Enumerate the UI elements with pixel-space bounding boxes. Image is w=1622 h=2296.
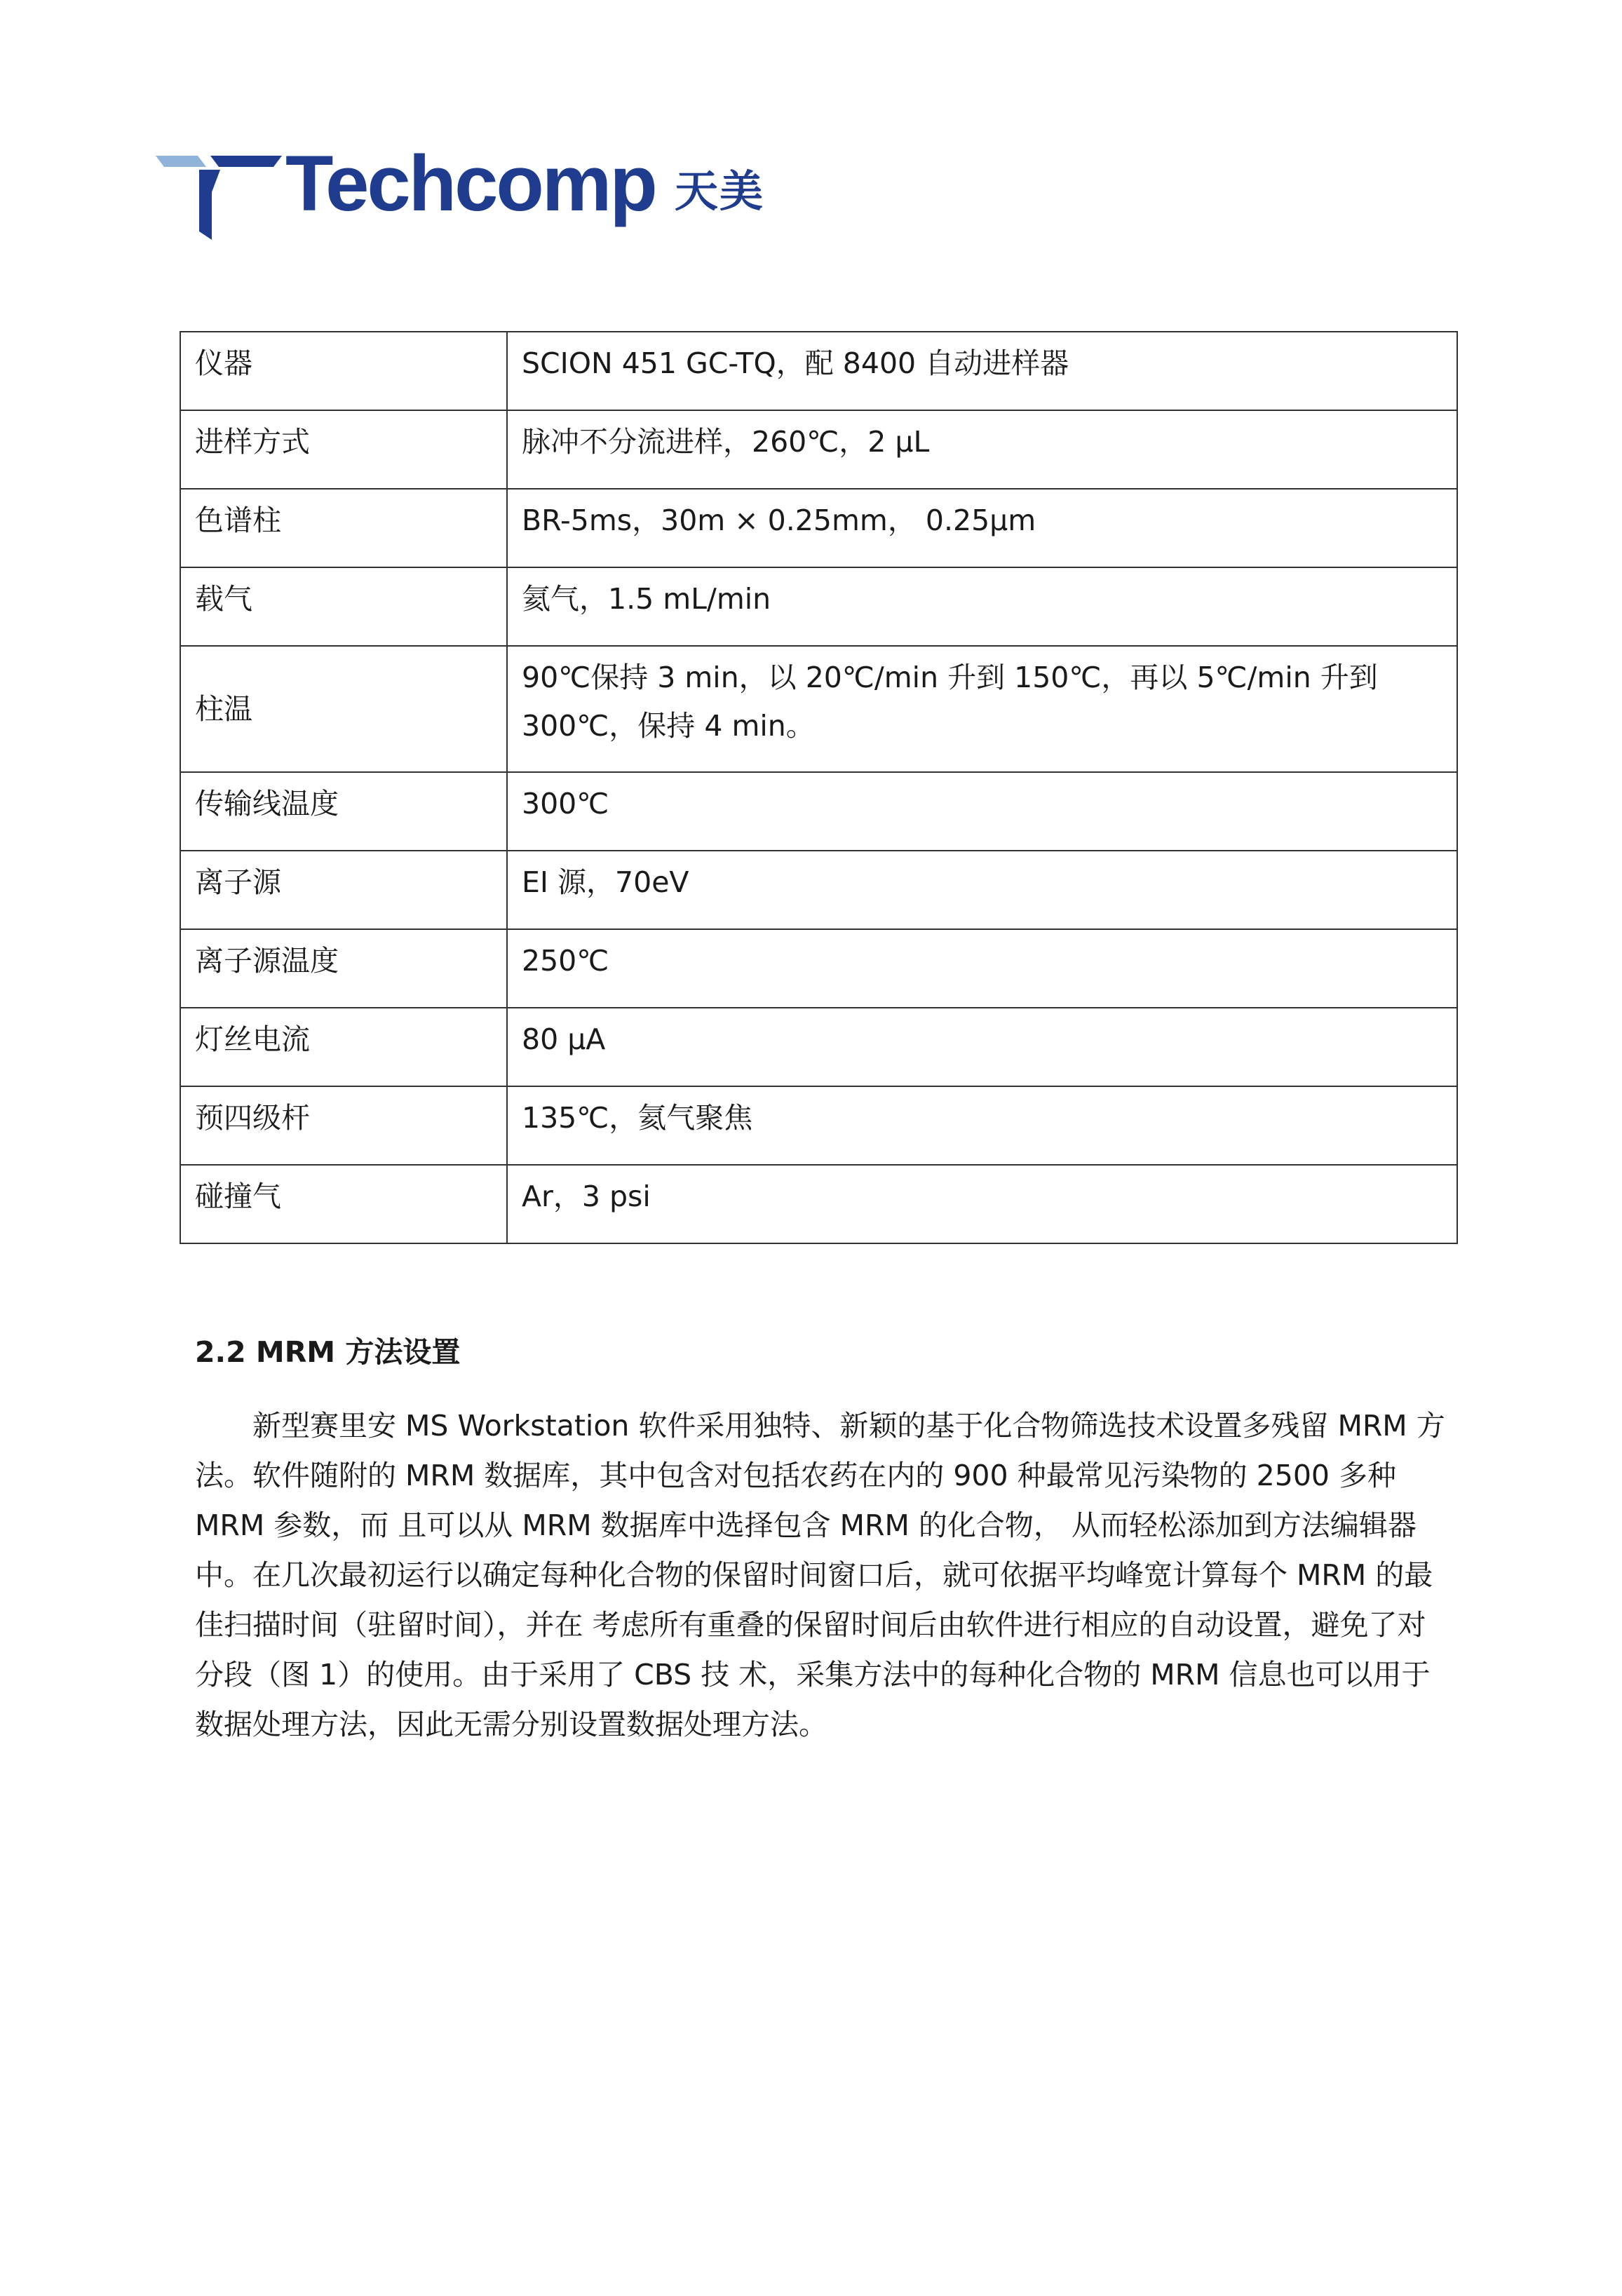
table-row xyxy=(180,646,1457,772)
parameter-value: Ar，3 psi xyxy=(507,1165,1457,1243)
techcomp-logo xyxy=(156,140,787,240)
parameter-value: BR-5ms，30m × 0.25mm， 0.25μm xyxy=(507,489,1457,567)
parameter-value: 250℃ xyxy=(507,929,1457,1008)
table-row xyxy=(180,410,1457,489)
parameter-label: 灯丝电流 xyxy=(180,1008,507,1086)
parameter-value: 脉冲不分流进样，260℃，2 μL xyxy=(507,410,1457,489)
table-row xyxy=(180,1165,1457,1243)
techcomp-mark-icon xyxy=(156,149,282,240)
parameter-label: 柱温 xyxy=(180,646,507,772)
table-row xyxy=(180,1008,1457,1086)
table-row xyxy=(180,489,1457,567)
logo-chinese-name: 天美 xyxy=(675,166,765,217)
table-row xyxy=(180,772,1457,851)
table-row xyxy=(180,851,1457,929)
parameter-value: 90℃保持 3 min，以 20℃/min 升到 150℃，再以 5℃/min 升到 300℃，保持 4 min。 xyxy=(507,646,1457,772)
parameter-label: 载气 xyxy=(180,567,507,646)
parameter-label: 传输线温度 xyxy=(180,772,507,851)
parameter-value: 135℃，氦气聚焦 xyxy=(507,1086,1457,1165)
parameter-value: EI 源，70eV xyxy=(507,851,1457,929)
parameter-value: 300℃ xyxy=(507,772,1457,851)
table-row xyxy=(180,332,1457,410)
parameter-label: 碰撞气 xyxy=(180,1165,507,1243)
parameter-label: 进样方式 xyxy=(180,410,507,489)
parameter-value: 80 μA xyxy=(507,1008,1457,1086)
parameter-value: 氦气，1.5 mL/min xyxy=(507,567,1457,646)
section-paragraph: 新型赛里安 MS Workstation 软件采用独特、新颖的基于化合物筛选技术设置多残留 MRM 方法。软件随附的 MRM 数据库，其中包含对包括农药在内的 900 种最常见污染物的 2500 多种 MRM 参数，而 且可以从 MRM 数据库中选择包含 MRM 的化合物， 从而轻松添加到方法编辑器中。在几次最初运行以确定每种化合物的保留时间窗口后，就可依据平均峰宽计算每个 MRM 的最佳扫描时间（驻留时间），并在 考虑所有重叠的保留时间后由软件进行相应的自动设置，避免了对分段（图 1）的使用。由于采用了 CBS 技 术，采集方法中的每种化合物的 MRM 信息也可以用于数据处理方法，因此无需分别设置数据处理方法。 xyxy=(195,1409,1445,1741)
table-row xyxy=(180,929,1457,1008)
parameter-label: 离子源 xyxy=(180,851,507,929)
parameter-label: 离子源温度 xyxy=(180,929,507,1008)
section-title: 2.2 MRM 方法设置 xyxy=(195,1335,461,1369)
logo-wordmark: Techcomp xyxy=(285,140,656,227)
table-row xyxy=(180,1086,1457,1165)
parameter-value: SCION 451 GC-TQ，配 8400 自动进样器 xyxy=(507,332,1457,410)
parameter-label: 色谱柱 xyxy=(180,489,507,567)
parameter-label: 预四级杆 xyxy=(180,1086,507,1165)
table-row xyxy=(180,567,1457,646)
instrument-parameters-table xyxy=(180,331,1458,1244)
parameter-label: 仪器 xyxy=(180,332,507,410)
